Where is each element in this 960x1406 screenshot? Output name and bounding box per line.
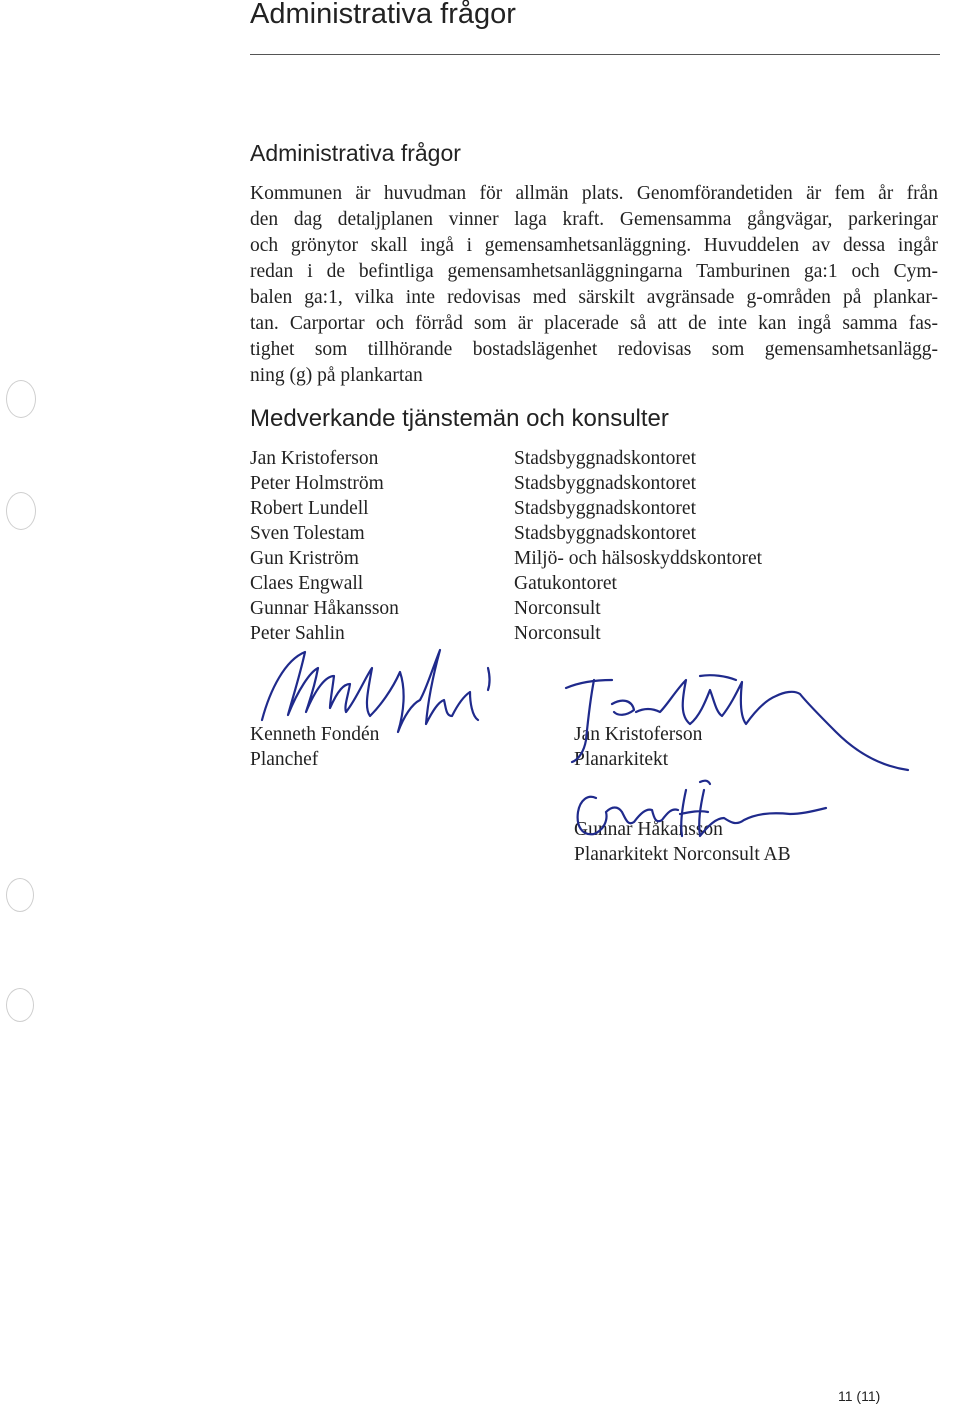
staff-department: Stadsbyggnadskontoret [514,523,696,544]
signer-title-jan: Planarkitekt [574,749,669,770]
staff-name: Sven Tolestam [250,523,365,544]
staff-row [250,573,850,598]
paragraph-line: tan. Carportar och förråd som är placerade så att de inte kan ingå samma fas- [250,313,938,334]
staff-department: Miljö- och hälsoskyddskontoret [514,548,763,569]
page-header-title: Administrativa frågor [250,0,516,30]
staff-name: Claes Engwall [250,573,364,594]
staff-name: Gun Kriström [250,548,359,569]
staff-department: Norconsult [514,623,601,644]
body-paragraph [250,181,938,389]
paragraph-line: ning (g) på plankartan [250,365,423,386]
paragraph-line: tighet som tillhörande bostadslägenhet redovisas som gemensamhetsanlägg- [250,339,938,360]
punch-hole [6,492,36,530]
paragraph-line: Kommunen är huvudman för allmän plats. Genomförandetiden är fem år från [250,183,938,204]
signer-name-jan: Jan Kristoferson [574,724,703,745]
punch-hole [6,878,34,912]
staff-name: Peter Holmström [250,473,384,494]
staff-row [250,623,850,648]
staff-name: Peter Sahlin [250,623,345,644]
page-number: 11 (11) [838,1388,881,1404]
punch-hole [6,380,36,418]
paragraph-line: redan i de befintliga gemensamhetsanläggningarna Tamburinen ga:1 och Cym- [250,261,938,282]
punch-hole [6,988,34,1022]
signature-kenneth-fonden [262,650,478,732]
staff-name: Jan Kristoferson [250,448,379,469]
signer-title-gunnar: Planarkitekt Norconsult AB [574,844,791,865]
paragraph-line: och grönytor skall ingå i gemensamhetsanläggning. Huvuddelen av dessa ingår [250,235,938,256]
paragraph-line: den dag detaljplanen vinner laga kraft. Gemensamma gångvägar, parkeringar [250,209,938,230]
staff-row [250,498,850,523]
staff-list [250,448,850,648]
staff-section-title: Medverkande tjänstemän och konsulter [250,405,669,432]
signer-name-gunnar: Gunnar Håkansson [574,819,723,840]
staff-row [250,548,850,573]
section-title: Administrativa frågor [250,140,461,166]
signer-title-kenneth: Planchef [250,749,319,770]
staff-name: Robert Lundell [250,498,369,519]
staff-row [250,448,850,473]
staff-row [250,523,850,548]
staff-department: Stadsbyggnadskontoret [514,448,696,469]
staff-row [250,598,850,623]
header-divider [250,54,940,55]
staff-department: Stadsbyggnadskontoret [514,473,696,494]
staff-department: Norconsult [514,598,601,619]
staff-department: Gatukontoret [514,573,617,594]
staff-name: Gunnar Håkansson [250,598,399,619]
staff-row [250,473,850,498]
staff-department: Stadsbyggnadskontoret [514,498,696,519]
signer-name-kenneth: Kenneth Fondén [250,724,380,745]
paragraph-line: balen ga:1, vilka inte redovisas med särskilt avgränsade g-områden på plankar- [250,287,938,308]
